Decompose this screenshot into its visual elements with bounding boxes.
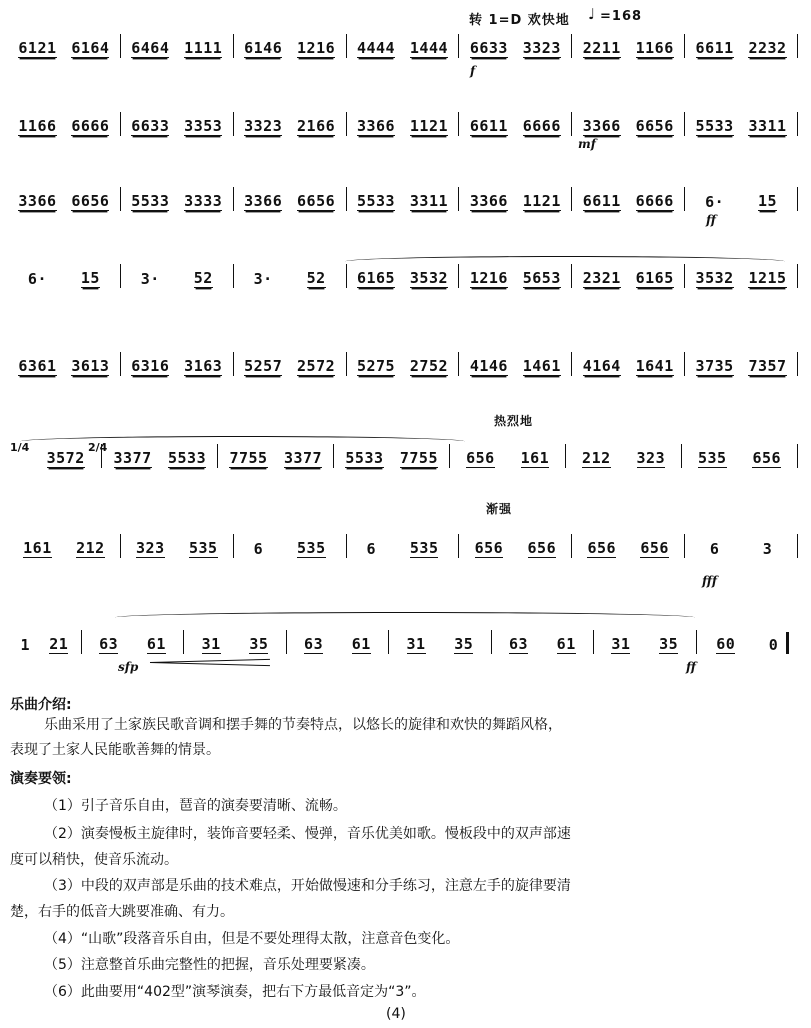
note-group: 535 <box>409 539 439 557</box>
note-group: 7357 <box>748 357 787 375</box>
note-group: 1 <box>20 636 31 654</box>
note-group: 61 <box>351 635 371 653</box>
note-group: 3· <box>140 270 160 288</box>
note-group: 535 <box>697 449 727 467</box>
note-group: 6656 <box>635 117 674 135</box>
note-group: 63 <box>508 635 529 653</box>
note-group: 212 <box>582 449 611 467</box>
tip-item: （6）此曲要用“402型”演琴演奏，把右下方最低音定为“3”。 <box>44 984 426 1000</box>
note-group: 60 <box>716 635 736 653</box>
measure <box>8 264 121 288</box>
note-group: 161 <box>23 539 52 557</box>
score-row-3 <box>8 185 798 211</box>
note-group: 15 <box>80 269 100 287</box>
measure <box>121 264 234 288</box>
note-group: 4444 <box>356 39 396 57</box>
measure <box>347 264 460 288</box>
measure <box>234 34 347 58</box>
measure <box>682 444 798 468</box>
measure <box>8 187 121 211</box>
tip-item: （3）中段的双声部是乐曲的技术难点，开始做慢速和分手练习，注意左手的旋律要清 <box>44 878 571 894</box>
note-group: 5533 <box>356 192 396 210</box>
phrase-slur <box>20 436 465 447</box>
note-group: 6633 <box>131 117 170 135</box>
expression-text: 热烈地 <box>494 414 534 428</box>
note-group: 3323 <box>244 117 283 135</box>
note-group: 6316 <box>131 357 170 375</box>
tip-item: （5）注意整首乐曲完整性的把握，音乐处理要紧凑。 <box>44 957 375 973</box>
measure <box>459 264 572 288</box>
measure <box>121 187 234 211</box>
phrase-slur <box>115 612 695 623</box>
note-group: 1166 <box>635 39 674 57</box>
note-group: 0 <box>768 636 779 654</box>
note-group: 535 <box>297 539 326 557</box>
note-group: 35 <box>454 635 474 653</box>
measure <box>218 444 334 468</box>
measure <box>566 444 682 468</box>
dynamic-ff: ff <box>686 660 696 674</box>
measure <box>287 630 389 654</box>
note-group: 35 <box>659 635 679 653</box>
note-group: 3353 <box>184 117 223 135</box>
note-group: 1641 <box>635 357 674 375</box>
note-group: 5533 <box>131 192 170 210</box>
note-group: 3532 <box>695 269 734 287</box>
measure <box>685 112 798 136</box>
tip-item: （1）引子音乐自由，琶音的演奏要清晰、流畅。 <box>44 798 347 814</box>
note-group: 1216 <box>297 39 336 57</box>
note-group: 1166 <box>18 117 57 135</box>
note-group: 6611 <box>469 117 508 135</box>
note-group: 1444 <box>409 39 449 57</box>
measure <box>347 34 460 58</box>
measure <box>347 112 460 136</box>
measure <box>8 352 121 376</box>
tip-item: （2）演奏慢板主旋律时，装饰音要轻柔、慢弹，音乐优美如歌。慢板段中的双声部速 <box>44 826 571 842</box>
score-row-5 <box>8 350 798 376</box>
note-group: 6656 <box>297 192 336 210</box>
note-group: 656 <box>640 539 669 557</box>
measure <box>685 352 798 376</box>
phrase-slur <box>345 256 785 267</box>
note-group: 5533 <box>168 449 207 467</box>
note-group: 656 <box>527 539 557 557</box>
note-group: 3323 <box>522 39 561 57</box>
note-group: 35 <box>249 635 269 653</box>
measure <box>450 444 566 468</box>
metronome-mark: =168 <box>600 9 643 24</box>
measure <box>334 444 450 468</box>
note-group: 3377 <box>113 449 152 467</box>
note-group: 6464 <box>131 39 170 57</box>
measure <box>572 352 685 376</box>
quarter-note-icon: ♩ <box>588 5 596 23</box>
note-group: 31 <box>201 635 221 653</box>
note-group: 6121 <box>18 39 57 57</box>
note-group: 3377 <box>283 449 323 467</box>
note-group: 6165 <box>356 269 396 287</box>
note-group: 4164 <box>582 357 621 375</box>
page-number: (4) <box>386 1006 406 1022</box>
measure <box>389 630 491 654</box>
intro-text: 乐曲采用了土家族民歌音调和摆手舞的节奏特点，以悠长的旋律和欢快的舞蹈风格， <box>44 717 562 733</box>
score-row-1 <box>8 32 798 58</box>
note-group: 1215 <box>748 269 787 287</box>
measure <box>102 444 218 468</box>
note-group: 6 <box>253 540 264 558</box>
note-group: 161 <box>520 449 550 467</box>
score-row-2 <box>8 110 798 136</box>
note-group: 31 <box>611 635 631 653</box>
note-group: 5653 <box>522 269 561 287</box>
measure <box>82 630 184 654</box>
note-group: 2232 <box>748 39 787 57</box>
measure <box>459 112 572 136</box>
note-group: 1216 <box>469 269 508 287</box>
note-group: 3333 <box>184 192 223 210</box>
note-group: 6666 <box>522 117 561 135</box>
note-group: 6 <box>709 540 720 558</box>
note-group: 6 <box>366 540 377 558</box>
note-group: 5275 <box>356 357 396 375</box>
note-group: 323 <box>636 449 666 467</box>
note-group: 31 <box>406 635 426 653</box>
note-group: 1121 <box>409 117 449 135</box>
note-group: 63 <box>99 635 119 653</box>
intro-text: 表现了土家人民能歌善舞的情景。 <box>10 742 220 758</box>
note-group: 1461 <box>522 357 561 375</box>
note-group: 2211 <box>582 39 621 57</box>
note-group: 61 <box>146 635 166 653</box>
crescendo-hairpin <box>150 662 270 666</box>
measure <box>572 112 685 136</box>
measure <box>234 264 347 288</box>
note-group: 3532 <box>409 269 449 287</box>
note-group: 6165 <box>635 269 674 287</box>
note-group: 6164 <box>71 39 110 57</box>
note-group: 656 <box>752 449 782 467</box>
measure <box>594 630 696 654</box>
note-group: 7755 <box>229 449 268 467</box>
note-group: 6666 <box>71 117 110 135</box>
note-group: 3366 <box>582 117 621 135</box>
measure <box>8 630 82 654</box>
measure <box>347 352 460 376</box>
note-group: 6· <box>705 193 725 211</box>
time-signature-1-4: 1/4 <box>10 441 30 454</box>
measure <box>8 534 121 558</box>
measure <box>572 34 685 58</box>
note-group: 21 <box>49 635 69 653</box>
final-barline <box>786 632 789 654</box>
note-group: 6611 <box>582 192 621 210</box>
score-row-7 <box>8 532 798 558</box>
note-group: 535 <box>188 539 218 557</box>
measure <box>8 34 121 58</box>
tips-title: 演奏要领: <box>10 771 72 787</box>
dynamic-sfp: sfp <box>118 660 139 674</box>
measure <box>685 187 798 211</box>
note-group: 656 <box>474 539 504 557</box>
note-group: 5533 <box>345 449 384 467</box>
note-group: 2321 <box>582 269 621 287</box>
measure <box>121 34 234 58</box>
measure <box>234 112 347 136</box>
measure <box>459 34 572 58</box>
note-group: 4146 <box>469 357 508 375</box>
note-group: 3· <box>253 270 273 288</box>
dynamic-ff: ff <box>706 213 716 227</box>
note-group: 3 <box>762 540 773 558</box>
measure <box>121 112 234 136</box>
dynamic-mf: mf <box>578 137 596 151</box>
measure <box>572 534 685 558</box>
note-group: 6· <box>27 270 47 288</box>
note-group: 212 <box>76 539 105 557</box>
measure <box>30 444 102 468</box>
measure <box>492 630 594 654</box>
note-group: 6611 <box>695 39 734 57</box>
measure <box>685 534 798 558</box>
dynamic-fff: fff <box>702 574 718 588</box>
measure <box>347 187 460 211</box>
note-group: 6666 <box>635 192 674 210</box>
measure <box>697 630 798 654</box>
note-group: 15 <box>758 192 778 210</box>
score-row-8 <box>8 628 798 654</box>
note-group: 2752 <box>409 357 449 375</box>
tip-item: 楚，右手的低音大跳要准确、有力。 <box>10 904 234 920</box>
measure <box>121 352 234 376</box>
note-group: 2166 <box>297 117 336 135</box>
note-group: 1111 <box>184 39 223 57</box>
measure <box>184 630 286 654</box>
note-group: 323 <box>136 539 165 557</box>
note-group: 52 <box>193 269 213 287</box>
measure <box>234 187 347 211</box>
note-group: 7755 <box>399 449 438 467</box>
note-group: 3366 <box>356 117 396 135</box>
measure <box>459 187 572 211</box>
tempo-change: 转 1=D 欢快地 <box>469 13 570 28</box>
measure <box>572 264 685 288</box>
tip-item: （4）“山歌”段落音乐自由，但是不要处理得太散，注意音色变化。 <box>44 931 460 947</box>
note-group: 5257 <box>244 357 283 375</box>
intro-title: 乐曲介绍: <box>10 697 72 713</box>
measure <box>121 534 234 558</box>
measure <box>459 352 572 376</box>
note-group: 656 <box>466 449 495 467</box>
note-group: 3366 <box>244 192 283 210</box>
note-group: 3311 <box>748 117 787 135</box>
expression-text: 渐强 <box>486 502 513 516</box>
note-group: 3613 <box>71 357 110 375</box>
measure <box>347 534 460 558</box>
note-group: 6633 <box>469 39 508 57</box>
note-group: 656 <box>587 539 617 557</box>
measure <box>8 112 121 136</box>
note-group: 6361 <box>18 357 57 375</box>
note-group: 52 <box>306 269 326 287</box>
measure <box>459 534 572 558</box>
note-group: 6656 <box>71 192 110 210</box>
note-group: 61 <box>556 635 576 653</box>
time-signature-2-4: 2/4 <box>88 441 108 454</box>
dynamic-f: f <box>470 64 476 78</box>
measure <box>234 352 347 376</box>
note-group: 3366 <box>18 192 57 210</box>
note-group: 3735 <box>695 357 734 375</box>
note-group: 3163 <box>184 357 223 375</box>
note-group: 5533 <box>695 117 734 135</box>
measure <box>234 534 347 558</box>
note-group: 6146 <box>244 39 283 57</box>
note-group: 3572 <box>46 449 85 467</box>
note-group: 2572 <box>297 357 336 375</box>
note-group: 3366 <box>469 192 508 210</box>
note-group: 63 <box>304 635 324 653</box>
measure <box>572 187 685 211</box>
measure <box>685 34 798 58</box>
note-group: 3311 <box>409 192 449 210</box>
tip-item: 度可以稍快，使音乐流动。 <box>10 852 178 868</box>
note-group: 1121 <box>522 192 561 210</box>
measure <box>685 264 798 288</box>
